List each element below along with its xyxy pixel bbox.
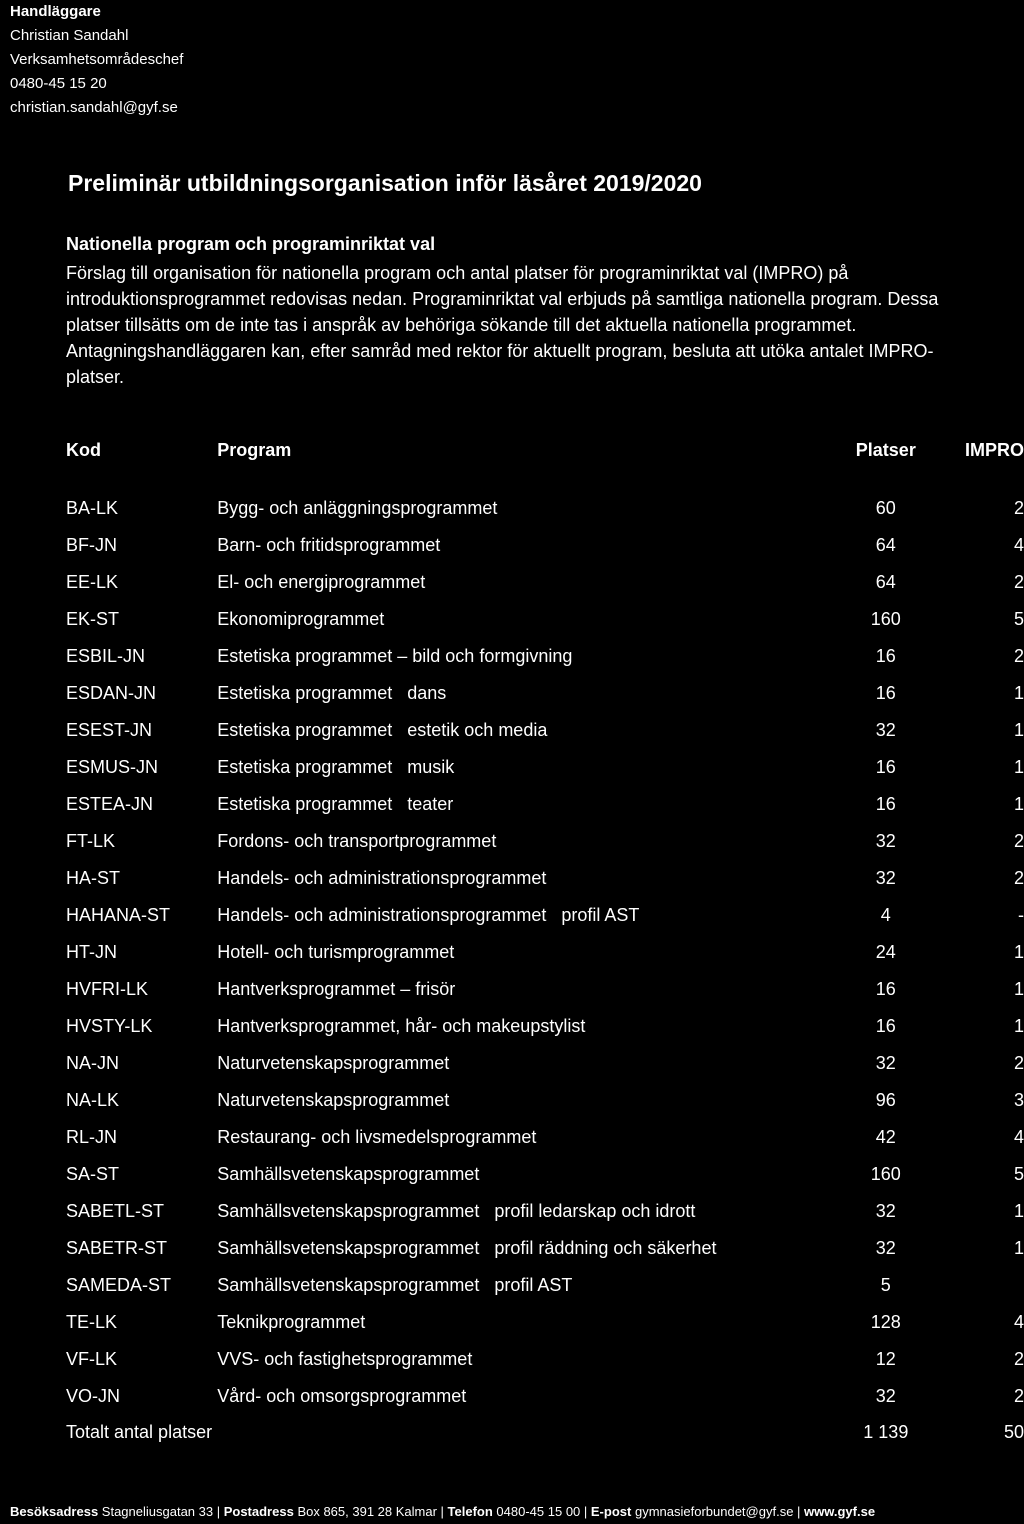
section-heading: Nationella program och programinriktat val <box>66 234 436 254</box>
cell-platser: 16 <box>875 979 896 999</box>
contact-email[interactable]: christian.sandahl@gyf.se <box>10 99 178 116</box>
cell-program: Estetiska programmet musik <box>217 757 455 777</box>
cell-platser: 5 <box>880 1275 891 1295</box>
cell-platser: 16 <box>875 683 896 703</box>
cell-impro: 3 <box>1013 1090 1024 1110</box>
cell-impro: 1 <box>1013 720 1024 740</box>
table-row <box>60 1119 1024 1156</box>
cell-platser: 32 <box>875 1238 896 1258</box>
table-row <box>60 1378 1024 1415</box>
cell-platser: 64 <box>875 535 896 555</box>
cell-impro: 1 <box>1013 1201 1024 1221</box>
cell-program: Samhällsvetenskapsprogrammet profil ledarskap och idrott <box>217 1201 696 1221</box>
header-kod: Kod <box>66 440 101 460</box>
cell-impro: 5 <box>1013 609 1024 629</box>
table-body <box>60 490 1024 1415</box>
header-impro: IMPRO <box>964 440 1024 460</box>
cell-kod: TE-LK <box>66 1312 118 1332</box>
cell-kod: ESMUS-JN <box>66 757 159 777</box>
cell-impro: 2 <box>1013 646 1024 666</box>
table-row <box>60 823 1024 860</box>
cell-program: Samhällsvetenskapsprogrammet profil AST <box>217 1275 573 1295</box>
cell-kod: FT-LK <box>66 831 116 851</box>
cell-platser: 12 <box>875 1349 896 1369</box>
cell-program: VVS- och fastighetsprogrammet <box>217 1349 473 1369</box>
table-row <box>60 527 1024 564</box>
cell-program: Naturvetenskapsprogrammet <box>217 1090 450 1110</box>
cell-platser: 64 <box>875 572 896 592</box>
footer-web[interactable]: www.gyf.se <box>804 1504 876 1519</box>
footer-phone-label: Telefon <box>447 1504 493 1519</box>
cell-impro: 4 <box>1013 1127 1024 1147</box>
table-row <box>60 1304 1024 1341</box>
cell-platser: 16 <box>875 757 896 777</box>
cell-platser: 4 <box>880 905 891 925</box>
footer-post-value: Box 865, 391 28 Kalmar <box>297 1504 437 1519</box>
table-row <box>60 971 1024 1008</box>
footer-email-value[interactable]: gymnasieforbundet@gyf.se <box>634 1504 794 1519</box>
cell-impro: 1 <box>1013 942 1024 962</box>
cell-impro: 2 <box>1013 831 1024 851</box>
program-table <box>60 440 1024 1450</box>
cell-program: Bygg- och anläggningsprogrammet <box>217 498 498 518</box>
contact-block <box>10 0 183 120</box>
cell-kod: HA-ST <box>66 868 120 888</box>
footer-phone-value: 0480-45 15 00 <box>496 1504 581 1519</box>
cell-platser: 32 <box>875 831 896 851</box>
table-row <box>60 1193 1024 1230</box>
cell-program: Hantverksprogrammet, hår- och makeupstylist <box>217 1016 586 1036</box>
cell-kod: ESBIL-JN <box>66 646 146 666</box>
table-row <box>60 638 1024 675</box>
cell-platser: 32 <box>875 868 896 888</box>
cell-platser: 16 <box>875 794 896 814</box>
cell-impro: 1 <box>1013 683 1024 703</box>
total-label: Totalt antal platser <box>66 1422 213 1442</box>
cell-program: Estetiska programmet – bild och formgivning <box>217 646 573 666</box>
cell-kod: HVFRI-LK <box>66 979 149 999</box>
table-row <box>60 1008 1024 1045</box>
cell-platser: 32 <box>875 1201 896 1221</box>
cell-program: Barn- och fritidsprogrammet <box>217 535 441 555</box>
cell-kod: SA-ST <box>66 1164 120 1184</box>
cell-kod: VF-LK <box>66 1349 118 1369</box>
cell-platser: 96 <box>875 1090 896 1110</box>
cell-impro: - <box>1018 905 1024 925</box>
table-row <box>60 1267 1024 1304</box>
cell-impro: 2 <box>1013 572 1024 592</box>
cell-kod: VO-JN <box>66 1386 120 1406</box>
cell-impro <box>936 1267 1024 1304</box>
cell-platser: 16 <box>875 646 896 666</box>
footer-email-label: E-post <box>590 1504 632 1519</box>
footer-visit-label: Besöksadress <box>10 1504 99 1519</box>
table-row <box>60 601 1024 638</box>
page-footer: Besöksadress Stagneliusgatan 33 | Postadress Box 865, 391 28 Kalmar | Telefon 0480-45 15 00 | E-post gymnasieforbundet@gyf.se | www.gyf.se <box>10 1504 876 1519</box>
cell-platser: 128 <box>870 1312 901 1332</box>
cell-platser: 24 <box>875 942 896 962</box>
table-row <box>60 897 1024 934</box>
cell-platser: 32 <box>875 720 896 740</box>
footer-visit-value: Stagneliusgatan 33 <box>101 1504 214 1519</box>
cell-impro: 1 <box>1013 1238 1024 1258</box>
cell-program: Handels- och administrationsprogrammet profil AST <box>217 905 640 925</box>
cell-kod: EE-LK <box>66 572 119 592</box>
cell-platser: 32 <box>875 1386 896 1406</box>
total-impro: 50 <box>1003 1422 1024 1442</box>
cell-impro: 1 <box>1013 1016 1024 1036</box>
cell-program: Ekonomiprogrammet <box>217 609 385 629</box>
cell-impro: 2 <box>1013 1349 1024 1369</box>
cell-impro: 1 <box>1013 794 1024 814</box>
cell-kod: SABETL-ST <box>66 1201 165 1221</box>
cell-impro: 2 <box>1013 498 1024 518</box>
contact-role-heading: Handläggare <box>10 3 101 20</box>
cell-program: Samhällsvetenskapsprogrammet profil räddning och säkerhet <box>217 1238 717 1258</box>
cell-impro: 2 <box>1013 868 1024 888</box>
cell-program: Teknikprogrammet <box>217 1312 366 1332</box>
footer-post-label: Postadress <box>223 1504 294 1519</box>
contact-position: Verksamhetsområdeschef <box>10 51 184 68</box>
cell-kod: EK-ST <box>66 609 120 629</box>
table-row <box>60 1045 1024 1082</box>
cell-program: Estetiska programmet estetik och media <box>217 720 548 740</box>
table-row <box>60 934 1024 971</box>
cell-impro: 4 <box>1013 1312 1024 1332</box>
cell-program: Estetiska programmet dans <box>217 683 447 703</box>
cell-impro: 1 <box>1013 979 1024 999</box>
cell-impro: 1 <box>1013 757 1024 777</box>
table-row <box>60 1230 1024 1267</box>
cell-kod: NA-LK <box>66 1090 120 1110</box>
cell-program: Hantverksprogrammet – frisör <box>217 979 456 999</box>
cell-kod: ESTEA-JN <box>66 794 154 814</box>
cell-kod: SAMEDA-ST <box>66 1275 172 1295</box>
cell-program: Handels- och administrationsprogrammet <box>217 868 547 888</box>
cell-kod: ESDAN-JN <box>66 683 157 703</box>
cell-kod: HVSTY-LK <box>66 1016 153 1036</box>
cell-kod: BF-JN <box>66 535 117 555</box>
cell-impro: 2 <box>1013 1386 1024 1406</box>
document-title: Preliminär utbildningsorganisation inför läsåret 2019/2020 <box>68 170 702 196</box>
cell-program: Fordons- och transportprogrammet <box>217 831 497 851</box>
table-row <box>60 1341 1024 1378</box>
cell-program: Estetiska programmet teater <box>217 794 454 814</box>
cell-kod: RL-JN <box>66 1127 118 1147</box>
cell-kod: HT-JN <box>66 942 117 962</box>
cell-kod: HAHANA-ST <box>66 905 171 925</box>
header-program: Program <box>217 440 292 460</box>
table-row <box>60 1082 1024 1119</box>
cell-platser: 60 <box>875 498 896 518</box>
cell-platser: 160 <box>870 1164 901 1184</box>
cell-program: El- och energiprogrammet <box>217 572 426 592</box>
table-row <box>60 712 1024 749</box>
contact-phone: 0480-45 15 20 <box>10 75 107 92</box>
cell-impro: 2 <box>1013 1053 1024 1073</box>
cell-kod: NA-JN <box>66 1053 119 1073</box>
table-row <box>60 490 1024 527</box>
cell-kod: SABETR-ST <box>66 1238 168 1258</box>
total-platser: 1 139 <box>863 1422 909 1442</box>
intro-paragraph: Förslag till organisation för nationella program och antal platser för programinriktat val (IMPRO) på introduktionsprogrammet redovisas nedan. Programinriktat val erbjuds på samtliga nationella program. Dessa platser tillsätts om de inte tas i anspråk av behöriga sökande till det aktuella nationella programmet. Antagningshandläggaren kan, efter samråd med rektor för aktuellt program, besluta att utöka antalet IMPRO-platser. <box>66 263 939 387</box>
cell-platser: 32 <box>875 1053 896 1073</box>
cell-program: Restaurang- och livsmedelsprogrammet <box>217 1127 537 1147</box>
cell-program: Samhällsvetenskapsprogrammet <box>217 1164 480 1184</box>
cell-platser: 16 <box>875 1016 896 1036</box>
table-row <box>60 675 1024 712</box>
contact-name: Christian Sandahl <box>10 27 129 44</box>
table-header-row <box>60 440 1024 490</box>
cell-kod: ESEST-JN <box>66 720 153 740</box>
cell-program: Hotell- och turismprogrammet <box>217 942 455 962</box>
cell-platser: 42 <box>875 1127 896 1147</box>
total-row <box>60 1415 1024 1450</box>
cell-impro: 5 <box>1013 1164 1024 1184</box>
table-row <box>60 564 1024 601</box>
cell-platser: 160 <box>870 609 901 629</box>
cell-kod: BA-LK <box>66 498 119 518</box>
cell-program: Naturvetenskapsprogrammet <box>217 1053 450 1073</box>
table-row <box>60 786 1024 823</box>
cell-impro: 4 <box>1013 535 1024 555</box>
cell-program: Vård- och omsorgsprogrammet <box>217 1386 467 1406</box>
header-platser: Platser <box>855 440 916 460</box>
table-row <box>60 860 1024 897</box>
table-row <box>60 749 1024 786</box>
table-row <box>60 1156 1024 1193</box>
